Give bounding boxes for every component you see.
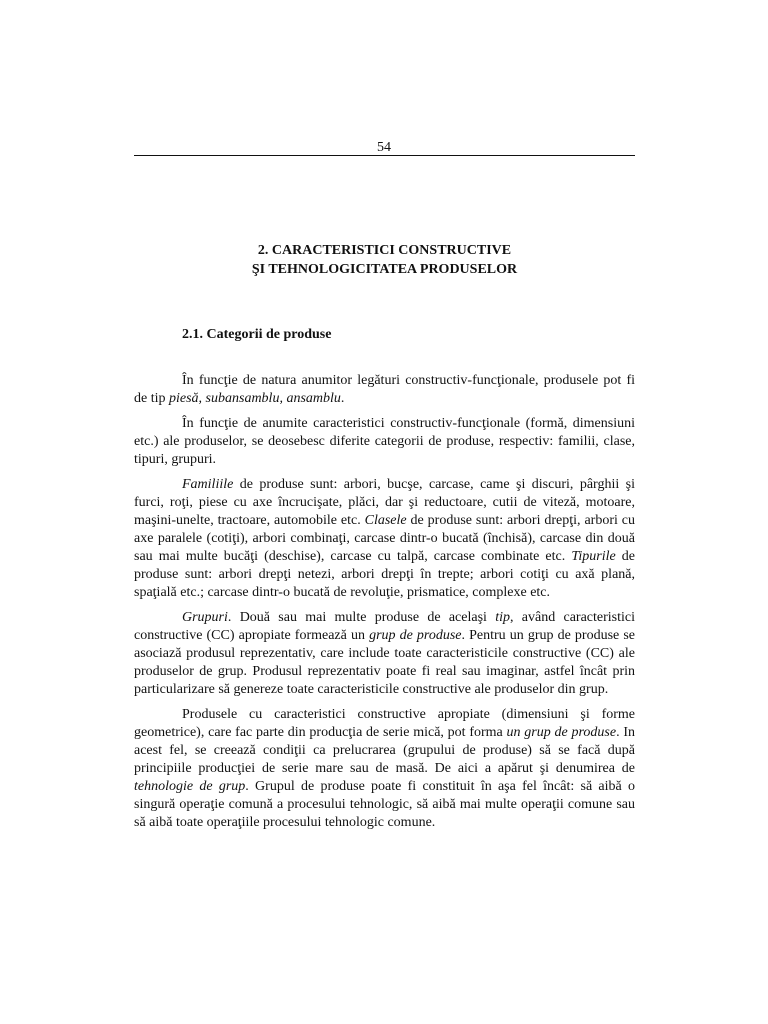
header-rule — [134, 155, 635, 156]
body-text — [134, 372, 635, 839]
text-run: de produse sunt: arbori drepţi, arbori cu axe paralele (cotiţi), arbori combinaţi, carcase dintr-o bucată (închisă), carcase din două sau mai multe bucăţi (deschise), carcase cu talpă, carcase combinate etc. — [134, 513, 635, 564]
italic-run: piesă, subansamblu, ansamblu — [169, 391, 341, 406]
text-run: . Grupul de produse poate fi constituit în aşa fel încât: să aibă o singură operaţie comună a procesului tehnologic, să aibă mai multe operaţii comune sau să aibă toate operaţiile procesului tehnologic comune. — [134, 779, 635, 830]
italic-run: grup de produse — [369, 628, 462, 643]
italic-run: tip — [495, 610, 510, 625]
text-run: de produse sunt: arbori, bucşe, carcase, came şi discuri, pârghii şi furci, roţi, piese cu axe încrucişate, plăci, dar şi reductoare, cutii de viteză, motoare, maşini-unelte, tractoare, automobile etc. — [134, 477, 635, 528]
chapter-title-line-1: 2. CARACTERISTICI CONSTRUCTIVE — [257, 243, 512, 258]
text-run: Produsele cu caracteristici constructive apropiate (dimensiuni şi forme geometrice), care fac parte din producţia de serie mică, pot forma — [134, 707, 635, 740]
paragraph-2 — [134, 415, 635, 469]
italic-run: Clasele — [364, 513, 407, 528]
chapter-title-line-2: ŞI TEHNOLOGICITATEA PRODUSELOR — [251, 262, 518, 277]
italic-run: Tipurile — [571, 549, 616, 564]
paragraph-5 — [134, 706, 635, 832]
paragraph-1 — [134, 372, 635, 408]
text-run: . — [340, 391, 345, 406]
text-run: În funcţie de natura anumitor legături constructiv-funcţionale, produsele pot fi de tip — [134, 373, 635, 406]
page-number: 54 — [377, 140, 391, 155]
paragraph-3 — [134, 476, 635, 602]
text-run: de produse sunt: arbori drepţi netezi, arbori drepţi în trepte; arbori cotiţi cu axă plană, spaţială etc.; carcase dintr-o bucată de revoluţie, prismatice, complexe etc. — [134, 549, 636, 600]
italic-run: un grup de produse — [506, 725, 617, 740]
italic-run: Familiile — [182, 477, 234, 492]
text-run: . Pentru un grup de produse se asociază produsul reprezentativ, care include toate caracteristicile constructive (CC) ale produselor de grup. Produsul reprezentativ poate fi real sau imaginar, astfel încât prin particularizare să genereze toate caracteristicile constructive ale produselor din grup. — [134, 628, 635, 697]
section-title: 2.1. Categorii de produse — [182, 327, 332, 342]
chapter-title — [134, 241, 635, 279]
italic-run: Grupuri — [182, 610, 228, 625]
text-run: În funcţie de anumite caracteristici constructiv-funcţionale (formă, dimensiuni etc.) ale produselor, se deosebesc diferite categorii de produse, respectiv: familii, clase, tipuri, grupuri. — [134, 416, 635, 467]
text-run: . In acest fel, se creează condiţii ca prelucrarea (grupului de produse) să se facă după principiile producţiei de serie mare sau de masă. De aici a apărut şi denumirea de — [134, 725, 635, 776]
text-run: , având caracteristici constructive (CC) apropiate formează un — [134, 610, 635, 643]
text-run: . Două sau mai multe produse de acelaşi — [227, 610, 496, 625]
paragraph-4 — [134, 609, 635, 699]
italic-run: tehnologie de grup — [134, 779, 246, 794]
